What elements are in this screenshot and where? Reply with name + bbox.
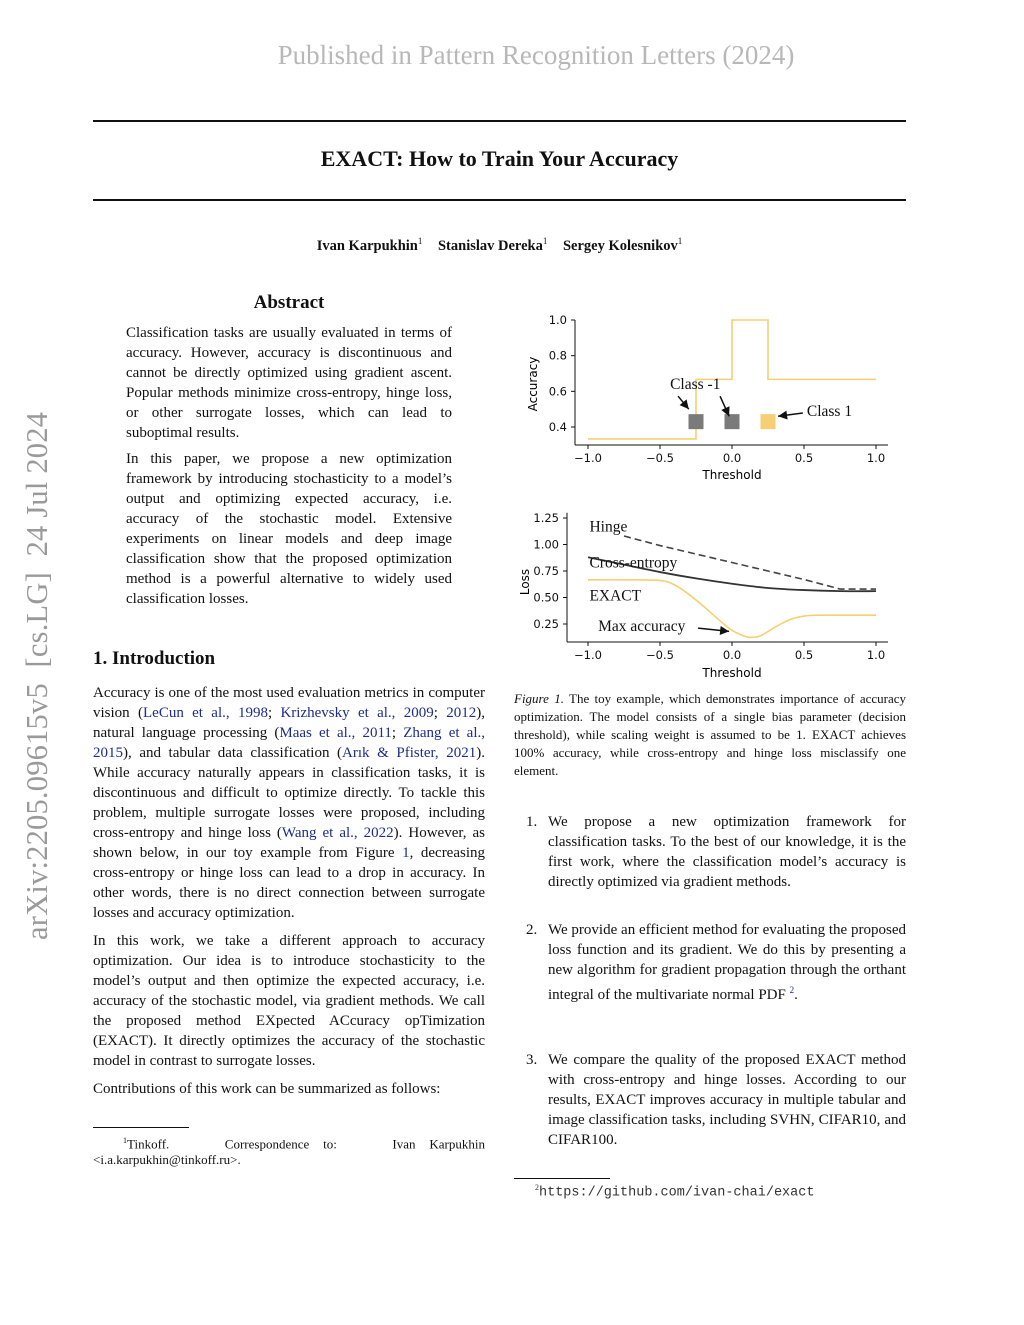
text-run: ). However, as shown below, in our toy example from Figure bbox=[93, 825, 485, 861]
text-run: , decreasing cross-entropy or hinge loss can lead to a drop in accuracy. In other words, there is no direct connection between surrogate losses and accuracy optimization. bbox=[93, 845, 486, 921]
author bbox=[438, 238, 547, 254]
loss-chart bbox=[515, 505, 905, 685]
annotation-label: EXACT bbox=[589, 587, 642, 605]
contribution-text: We propose a new optimization framework for classification tasks. To the best of our knowledge, it is the first work, where the classification model’s accuracy is directly optimized via gradient methods. bbox=[548, 814, 906, 890]
abstract-body bbox=[126, 323, 452, 615]
author-name: Stanislav Dereka bbox=[437, 237, 543, 254]
x-tick-label: 1.0 bbox=[866, 648, 886, 662]
venue-header: Published in Pattern Recognition Letters (2024) bbox=[277, 40, 795, 70]
x-tick-label: 0.5 bbox=[794, 648, 814, 662]
y-axis-label: Accuracy bbox=[526, 356, 540, 412]
author bbox=[317, 238, 423, 254]
arxiv-id[interactable]: arXiv:2205.09615v5 [cs.LG] 24 Jul 2024 bbox=[20, 411, 54, 940]
footnote-rule bbox=[514, 1178, 610, 1179]
class-negative-point bbox=[689, 414, 704, 429]
contribution-text bbox=[548, 920, 906, 1005]
y-axis-label: Loss bbox=[518, 568, 532, 596]
section-heading-introduction: 1. Introduction bbox=[93, 648, 216, 669]
introduction-body bbox=[93, 683, 485, 1107]
affiliation-mark: 1 bbox=[542, 236, 548, 246]
citation-link[interactable]: 2012 bbox=[446, 705, 477, 721]
y-tick-label: 0.25 bbox=[533, 617, 559, 631]
text-run: Accuracy is one of the most used evaluation metrics in computer vision ( bbox=[93, 685, 485, 721]
caption-text: The toy example, which demonstrates importance of accuracy optimization. The model consists of a single bias parameter (decision threshold), while scaling weight is assumed to be 1. EXACT achieves 100% accuracy, while cross-entropy and hinge loss misclassify one element. bbox=[514, 691, 907, 778]
y-tick-label: 0.75 bbox=[533, 564, 559, 578]
footnote-text: Tinkoff. Correspondence to: Ivan Karpukhin <i.a.karpukhin@tinkoff.ru>. bbox=[93, 1136, 489, 1168]
contribution-text: We compare the quality of the proposed EXACT method with cross-entropy and hinge losses. According to our results, EXACT improves accuracy in multiple tabular and image classification tasks, including SVHN, CIFAR10, and CIFAR100. bbox=[548, 1052, 906, 1148]
abstract-paragraph: Classification tasks are usually evaluated in terms of accuracy. However, accuracy is discontinuous and cannot be directly optimized using gradient ascent. Popular methods minimize cross-entropy, hinge loss, or other surrogate losses, which can lead to suboptimal results. bbox=[126, 325, 452, 441]
class-positive-point bbox=[761, 414, 776, 429]
citation-link[interactable]: Maas et al., 2011 bbox=[279, 725, 392, 741]
intro-paragraph bbox=[93, 683, 485, 923]
list-number: 3. bbox=[526, 1052, 538, 1068]
abstract-paragraph: In this paper, we propose a new optimization framework by introducing stochasticity to a model’s output and optimizing expected accuracy, i.e. accuracy of the stochastic model. Extensive experiments on linear models and deep image classification show that the proposed optimization method is a powerful alternative to widely used classification losses. bbox=[126, 451, 452, 607]
intro-paragraph: In this work, we take a different approach to accuracy optimization. Our idea is to introduce stochasticity to the model’s output and then optimize the expected accuracy, i.e. accuracy of the stochastic model, via gradient methods. We call the proposed method EXpected ACcuracy opTimization (EXACT). It directly optimizes the accuracy of the stochastic model in contrast to surrogate losses. bbox=[93, 933, 485, 1069]
x-tick-label: −0.5 bbox=[646, 648, 674, 662]
figure-reference-link[interactable]: 1 bbox=[402, 845, 410, 861]
author bbox=[563, 238, 682, 254]
author-list bbox=[93, 236, 906, 255]
y-tick-label: 0.6 bbox=[548, 384, 567, 399]
contribution-item bbox=[526, 920, 906, 1005]
author-name: Ivan Karpukhin bbox=[316, 237, 418, 254]
arxiv-stamp bbox=[20, 412, 55, 940]
annotation-label: Cross-entropy bbox=[589, 554, 678, 572]
annotation-label: Hinge bbox=[589, 518, 628, 536]
text-run: ), and tabular data classification ( bbox=[123, 745, 343, 761]
contribution-item bbox=[526, 1050, 906, 1150]
citation-link[interactable]: LeCun et al., 1998 bbox=[143, 705, 268, 721]
text-run: ), natural language processing ( bbox=[93, 705, 485, 741]
footnote-link[interactable]: 2 bbox=[789, 985, 795, 995]
paper-title: EXACT: How to Train Your Accuracy bbox=[320, 146, 679, 171]
class-negative-point bbox=[725, 414, 740, 429]
intro-paragraph: Contributions of this work can be summarized as follows: bbox=[93, 1081, 441, 1097]
figure-caption bbox=[514, 690, 906, 780]
x-axis-label: Threshold bbox=[702, 468, 762, 482]
abstract-heading: Abstract bbox=[253, 292, 325, 313]
repo-url-link[interactable]: https://github.com/ivan-chai/exact bbox=[539, 1185, 815, 1201]
author-name: Sergey Kolesnikov bbox=[562, 237, 678, 254]
x-tick-label: −0.5 bbox=[646, 451, 674, 465]
citation-link[interactable]: Zhang et al., 2015 bbox=[93, 725, 485, 761]
text-run: ; bbox=[433, 705, 447, 721]
x-tick-label: 0.0 bbox=[722, 451, 742, 465]
footnote-1 bbox=[93, 1133, 489, 1168]
x-tick-label: 0.0 bbox=[722, 648, 742, 662]
list-number: 2. bbox=[526, 922, 538, 938]
y-tick-label: 0.8 bbox=[548, 348, 567, 363]
affiliation-mark: 1 bbox=[677, 236, 683, 246]
text-run: . bbox=[794, 987, 798, 1003]
y-tick-label: 1.0 bbox=[548, 313, 567, 327]
citation-link[interactable]: Krizhevsky et al., 2009 bbox=[280, 705, 434, 721]
list-number: 1. bbox=[526, 814, 538, 830]
y-tick-label: 0.50 bbox=[533, 590, 559, 605]
annotation-label: Max accuracy bbox=[598, 618, 686, 636]
affiliation-mark: 1 bbox=[417, 236, 423, 246]
accuracy-chart bbox=[515, 305, 905, 485]
y-tick-label: 1.00 bbox=[533, 537, 559, 552]
citation-link[interactable]: Arık & Pfister, 2021 bbox=[342, 745, 477, 761]
annotation-label: Class 1 bbox=[806, 402, 853, 420]
footnote-mark: 1 bbox=[123, 1136, 127, 1145]
figure-label: Figure 1. bbox=[514, 691, 564, 706]
x-tick-label: −1.0 bbox=[574, 451, 602, 465]
title-bottom-rule bbox=[93, 199, 906, 201]
annotation-label: Class -1 bbox=[670, 376, 721, 394]
x-tick-label: 1.0 bbox=[866, 451, 886, 465]
contribution-item bbox=[526, 812, 906, 892]
text-run: ; bbox=[267, 705, 281, 721]
y-tick-label: 1.25 bbox=[533, 511, 559, 525]
citation-link[interactable]: Wang et al., 2022 bbox=[281, 825, 394, 841]
x-axis-label: Threshold bbox=[702, 666, 762, 680]
text-run: We provide an efficient method for evaluating the proposed loss function and its gradient. We do this by presenting a new algorithm for gradient propagation through the orthant integral of the multivariate normal PDF bbox=[548, 922, 906, 1003]
footnote-mark: 2 bbox=[535, 1183, 539, 1192]
footnote-2 bbox=[535, 1183, 814, 1201]
title-top-rule bbox=[93, 120, 906, 122]
x-tick-label: −1.0 bbox=[574, 648, 602, 662]
y-tick-label: 0.4 bbox=[548, 420, 567, 434]
annotation-arrow-head bbox=[778, 411, 788, 420]
text-run: ; bbox=[391, 725, 404, 741]
text-run: ). While accuracy naturally appears in classification tasks, it is discontinuous and difficult to optimize directly. To tackle this problem, multiple surrogate losses were proposed, including cross-entropy and hinge loss ( bbox=[93, 745, 485, 841]
footnote-rule bbox=[93, 1127, 189, 1128]
x-tick-label: 0.5 bbox=[794, 451, 814, 465]
